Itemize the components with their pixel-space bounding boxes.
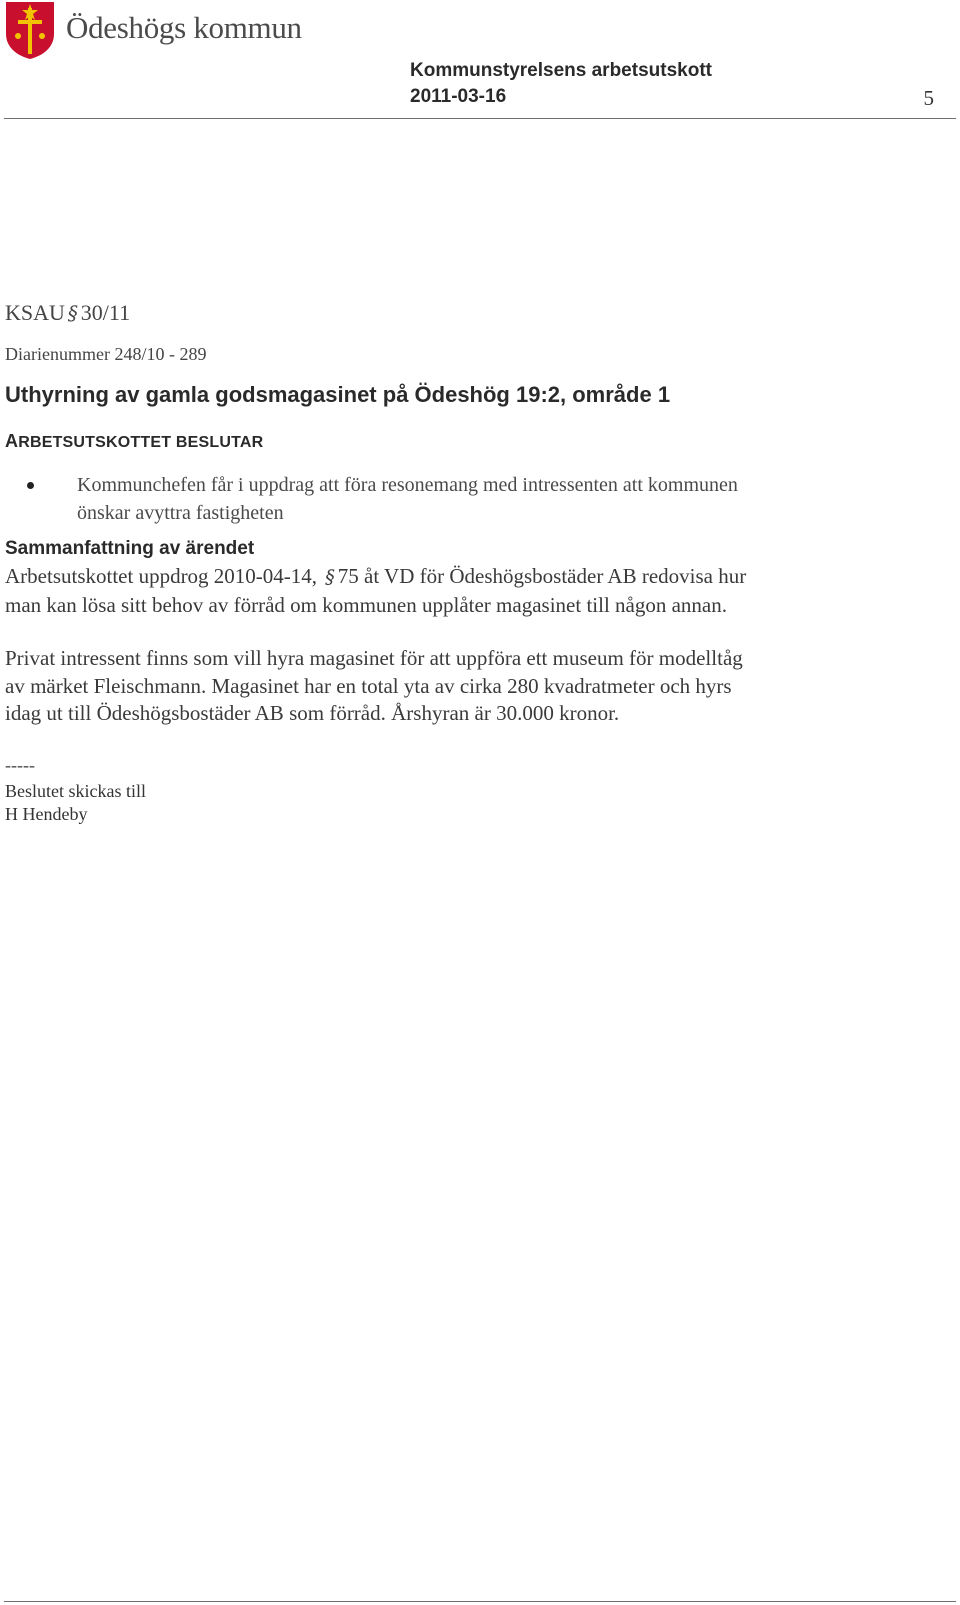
decision-heading-rest: RBETSUTSKOTTET BESLUTAR <box>18 434 264 451</box>
bullet-icon <box>27 482 34 489</box>
decision-heading <box>5 431 945 453</box>
summary-heading: Sammanfattning av ärendet <box>5 538 255 559</box>
case-id-prefix: KSAU <box>5 300 65 325</box>
decision-item-text: Kommunchefen får i uppdrag att föra resonemang med intressenten att kommunen önskar avyttra fastigheten <box>77 474 738 524</box>
page-number: 5 <box>923 86 934 110</box>
case-id-number: 30/11 <box>80 300 131 325</box>
distribution-separator: ----- <box>5 754 35 775</box>
decision-list <box>5 471 945 527</box>
distribution-label: Beslutet skickas till <box>5 780 146 801</box>
summary-paragraph-1 <box>5 563 765 619</box>
distribution-recipient: H Hendeby <box>5 803 88 824</box>
diary-number: Diarienummer 248/10 - 289 <box>5 344 207 364</box>
municipality-name: Ödeshögs kommun <box>66 10 302 45</box>
document-body <box>5 300 945 826</box>
header-divider <box>4 118 956 119</box>
case-title: Uthyrning av gamla godsmagasinet på Ödeshög 19:2, område 1 <box>5 382 671 407</box>
decision-heading-initial: A <box>5 431 19 451</box>
paragraph-sign: § <box>325 566 335 588</box>
municipality-logo <box>4 0 324 64</box>
summary-p1-part2: 75 åt VD för Ödeshögsbostäder AB redovisa hur man kan lösa sitt behov av förråd om kommunen upplåter magasinet till någon annan. <box>5 564 747 617</box>
meeting-date: 2011-03-16 <box>410 86 507 107</box>
coat-of-arms-icon <box>4 0 56 60</box>
footer-divider <box>4 1601 956 1602</box>
summary-paragraph-2: Privat intressent finns som vill hyra magasinet för att uppföra ett museum för modelltåg av märket Fleischmann. Magasinet har en total yta av cirka 280 kvadratmeter och hyrs idag ut till Ödeshögsbostäder AB som förråd. Årshyran är 30.000 kronor. <box>5 646 743 725</box>
case-id <box>5 300 945 327</box>
summary-p1-part1: Arbetsutskottet uppdrog 2010-04-14, <box>5 564 318 588</box>
decision-item <box>5 471 777 527</box>
paragraph-sign: § <box>67 302 78 325</box>
committee-name: Kommunstyrelsens arbetsutskott <box>410 60 712 81</box>
